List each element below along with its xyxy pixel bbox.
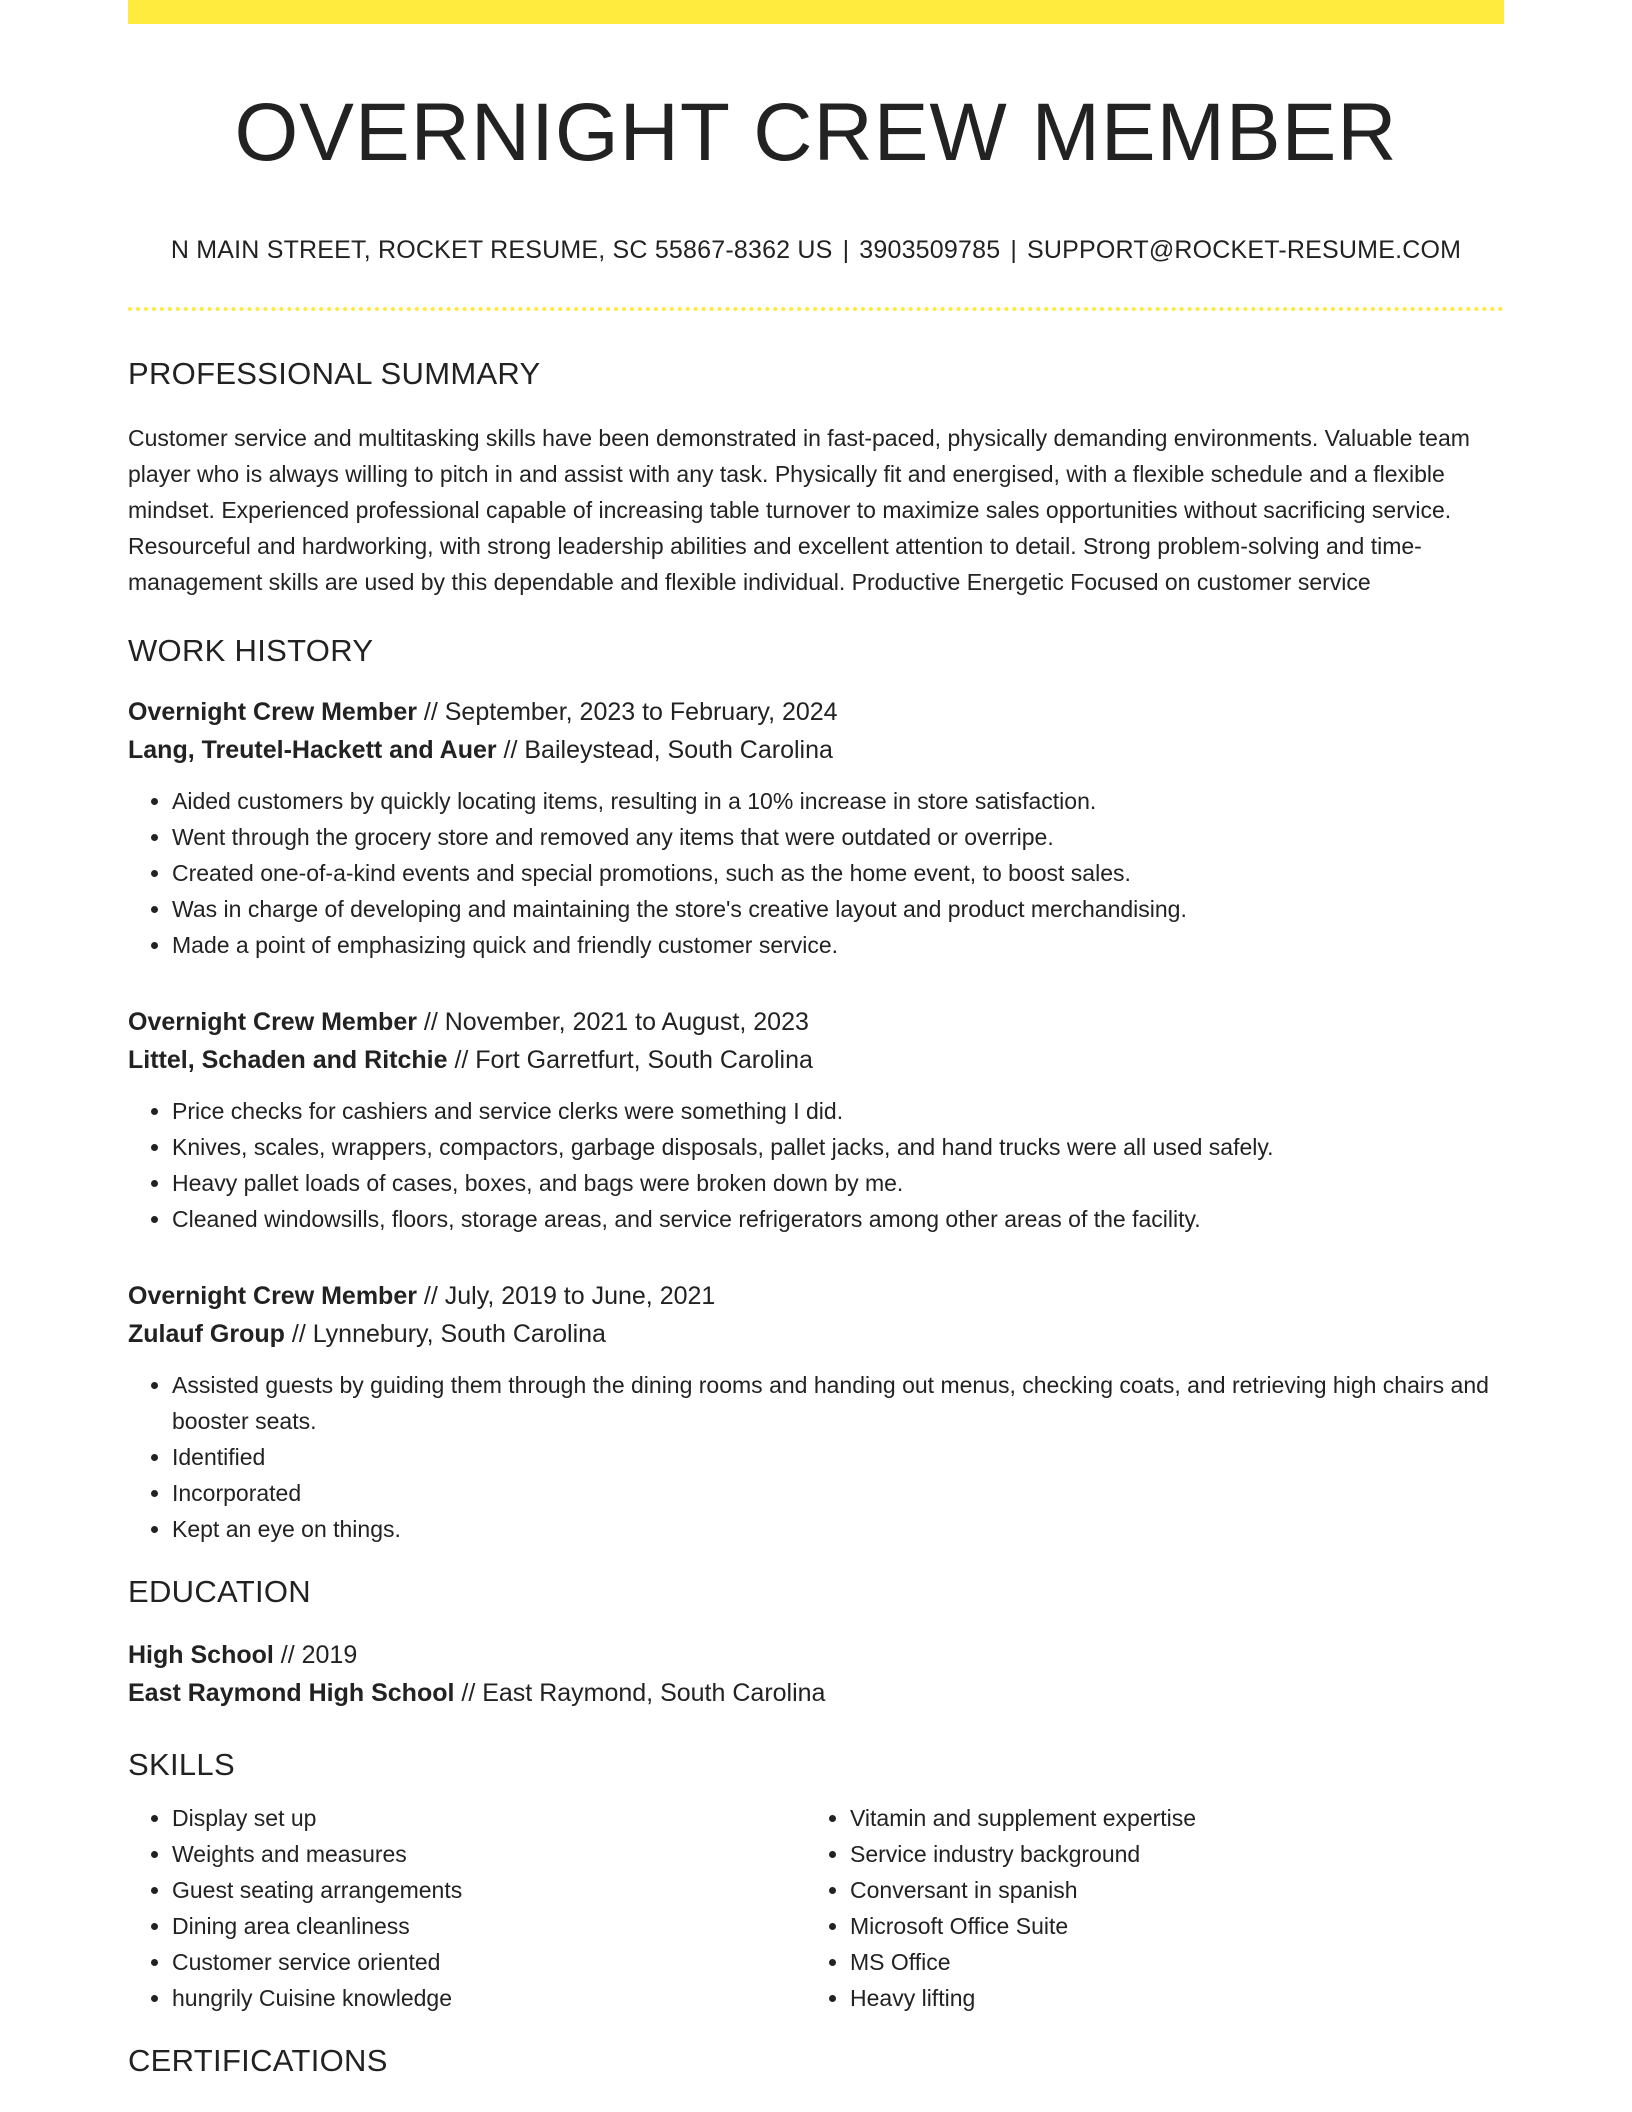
list-item: • Microsoft Office Suite <box>850 1908 1484 1944</box>
job-bullets <box>128 1093 1504 1237</box>
education-entry <box>128 1636 1504 1712</box>
list-item: • Vitamin and supplement expertise <box>850 1800 1484 1836</box>
contact-separator: | <box>842 236 850 265</box>
list-item: • Display set up <box>172 1800 806 1836</box>
skills-list-left <box>128 1800 806 2016</box>
job-entry <box>128 1003 1504 1237</box>
summary-text: Customer service and multitasking skills have been demonstrated in fast-paced, physically demanding environments. Valuable team player who is always willing to pitch in and assist with any task. Physically fit and energised, with a flexible schedule and a flexible mindset. Experienced professional capable of increasing table turnover to maximize sales opportunities without sacrificing service. Resourceful and hardworking, with strong leadership abilities and excellent attention to detail. Strong problem-solving and time-management skills are used by this dependable and flexible individual. Productive Energetic Focused on customer service <box>128 425 1470 596</box>
dotted-divider <box>128 307 1504 311</box>
job-role-line <box>128 1277 1504 1315</box>
list-item: • Knives, scales, wrappers, compactors, garbage disposals, pallet jacks, and hand trucks were all used safely. <box>172 1129 1504 1165</box>
list-item: • Weights and measures <box>172 1836 806 1872</box>
education-location: // East Raymond, South Carolina <box>454 1679 826 1708</box>
job-dates: // November, 2021 to August, 2023 <box>416 1008 809 1037</box>
list-item: • Incorporated <box>172 1475 1504 1511</box>
section-title-summary: PROFESSIONAL SUMMARY <box>128 355 541 391</box>
job-dates: // July, 2019 to June, 2021 <box>416 1282 716 1311</box>
list-item: • Conversant in spanish <box>850 1872 1484 1908</box>
education-school: East Raymond High School <box>128 1679 455 1708</box>
list-item: • Aided customers by quickly locating items, resulting in a 10% increase in store satisfaction. <box>172 783 1504 819</box>
list-item: • Price checks for cashiers and service clerks were something I did. <box>172 1093 1504 1129</box>
contact-email: SUPPORT@ROCKET-RESUME.COM <box>1027 236 1462 265</box>
list-item: • Service industry background <box>850 1836 1484 1872</box>
job-location: // Lynnebury, South Carolina <box>284 1320 606 1349</box>
job-role: Overnight Crew Member <box>128 1008 417 1037</box>
education-degree: High School <box>128 1641 274 1670</box>
job-entry <box>128 693 1504 963</box>
job-dates: // September, 2023 to February, 2024 <box>416 698 838 727</box>
list-item: • Heavy lifting <box>850 1980 1484 2016</box>
job-company: Lang, Treutel-Hackett and Auer <box>128 736 497 765</box>
section-title-skills: SKILLS <box>128 1747 235 1783</box>
job-company-line <box>128 1041 1504 1079</box>
job-company-line <box>128 1315 1504 1353</box>
resume-title: OVERNIGHT CREW MEMBER <box>234 87 1398 178</box>
list-item: • hungrily Cuisine knowledge <box>172 1980 806 2016</box>
education-degree-line <box>128 1636 1504 1674</box>
job-bullets <box>128 783 1504 963</box>
section-title-certifications: CERTIFICATIONS <box>128 2042 388 2078</box>
education-school-line <box>128 1674 1504 1712</box>
list-item: • Identified <box>172 1439 1504 1475</box>
contact-separator: | <box>1010 236 1018 265</box>
list-item: • Was in charge of developing and maintaining the store's creative layout and product merchandising. <box>172 891 1504 927</box>
list-item: • Created one-of-a-kind events and special promotions, such as the home event, to boost sales. <box>172 855 1504 891</box>
accent-bar <box>128 0 1504 24</box>
list-item: • Customer service oriented <box>172 1944 806 1980</box>
education-year: // 2019 <box>273 1641 358 1670</box>
job-company: Littel, Schaden and Ritchie <box>128 1046 448 1075</box>
list-item: • MS Office <box>850 1944 1484 1980</box>
job-company: Zulauf Group <box>128 1320 285 1349</box>
job-location: // Fort Garretfurt, South Carolina <box>447 1046 813 1075</box>
contact-phone: 3903509785 <box>859 236 1001 265</box>
list-item: • Went through the grocery store and removed any items that were outdated or overripe. <box>172 819 1504 855</box>
list-item: • Cleaned windowsills, floors, storage areas, and service refrigerators among other areas of the facility. <box>172 1201 1504 1237</box>
job-entry <box>128 1277 1504 1547</box>
skills-columns <box>128 1800 1504 2016</box>
section-title-work-history: WORK HISTORY <box>128 633 374 669</box>
job-location: // Baileystead, South Carolina <box>496 736 833 765</box>
job-role: Overnight Crew Member <box>128 1282 417 1311</box>
contact-address: N MAIN STREET, ROCKET RESUME, SC 55867-8362 US <box>170 236 833 265</box>
list-item: • Made a point of emphasizing quick and friendly customer service. <box>172 927 1504 963</box>
list-item: • Dining area cleanliness <box>172 1908 806 1944</box>
list-item: • Kept an eye on things. <box>172 1511 1504 1547</box>
job-company-line <box>128 731 1504 769</box>
job-role: Overnight Crew Member <box>128 698 417 727</box>
resume-page <box>128 0 1504 2079</box>
job-bullets <box>128 1367 1504 1547</box>
list-item: • Heavy pallet loads of cases, boxes, and bags were broken down by me. <box>172 1165 1504 1201</box>
job-role-line <box>128 1003 1504 1041</box>
section-title-education: EDUCATION <box>128 1574 311 1610</box>
list-item: • Assisted guests by guiding them through the dining rooms and handing out menus, checking coats, and retrieving high chairs and booster seats. <box>172 1367 1504 1439</box>
job-role-line <box>128 693 1504 731</box>
skills-list-right <box>806 1800 1484 2016</box>
list-item: • Guest seating arrangements <box>172 1872 806 1908</box>
contact-line <box>128 234 1504 267</box>
